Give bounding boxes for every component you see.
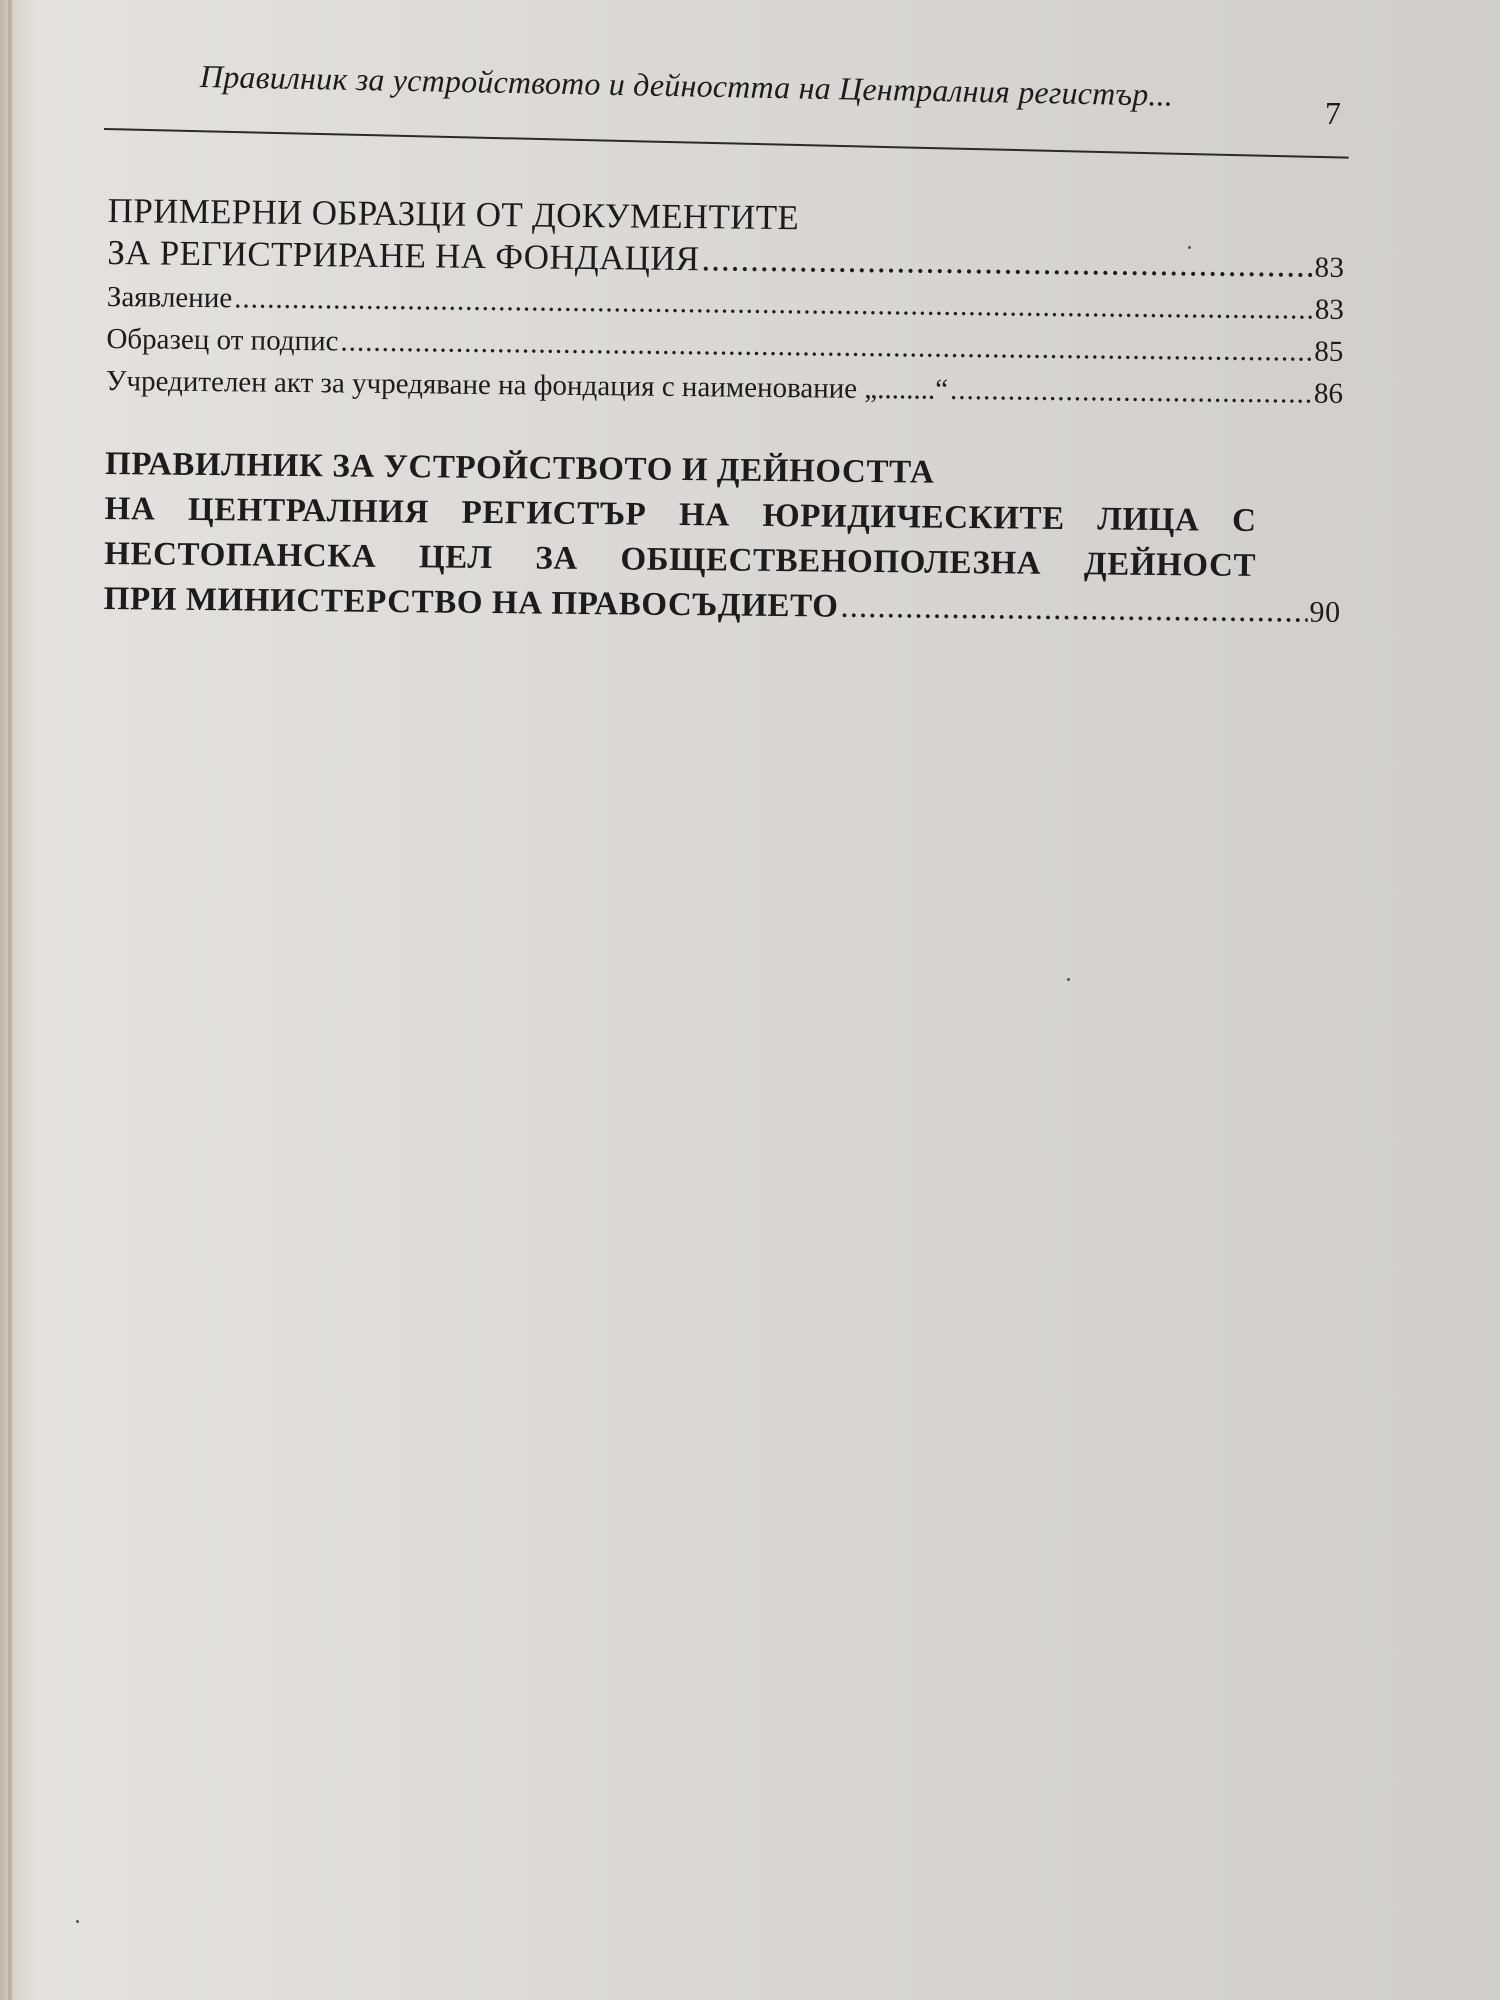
toc-page-number: 90: [1309, 595, 1341, 629]
title-word: ОБЩЕСТВЕНОПОЛЕЗНА: [620, 541, 1042, 582]
title-word: ЦЕЛ: [418, 539, 493, 577]
title-word: ЦЕНТРАЛНИЯ: [187, 491, 430, 531]
title-word: ЛИЦА: [1097, 501, 1200, 539]
toc-bold-section: [103, 442, 1342, 635]
paper-speck: [1067, 978, 1070, 981]
leader-dots: [840, 585, 1307, 635]
title-word: ДЕЙНОСТ: [1083, 546, 1257, 585]
paper-speck: [1188, 246, 1191, 249]
header-rule: [104, 128, 1349, 159]
toc-entry-label: Заявление: [106, 280, 233, 315]
page-number: 7: [1325, 95, 1341, 131]
title-word: ЗА: [535, 540, 578, 577]
title-word: С: [1231, 502, 1257, 540]
bold-title-line4: ПРИ МИНИСТЕРСТВО НА ПРАВОСЪДИЕТО: [103, 580, 839, 625]
title-word: НА: [678, 496, 730, 534]
leader-dots: [950, 369, 1312, 415]
title-word: НЕСТОПАНСКА: [103, 535, 377, 575]
toc-section-title-line1: ПРИМЕРНИ ОБРАЗЦИ ОТ ДОКУМЕНТИТЕ: [107, 190, 800, 238]
page-gutter-edge: [8, 0, 12, 2000]
toc-entries: [106, 276, 1344, 415]
paper-speck: [76, 1920, 79, 1923]
bold-title-line1: ПРАВИЛНИК ЗА УСТРОЙСТВОТО И ДЕЙНОСТТА: [104, 445, 935, 491]
toc-page-number: 83: [1314, 293, 1344, 326]
toc-page-number: 85: [1314, 335, 1344, 368]
leader-dots: [701, 238, 1313, 286]
title-word: РЕГИСТЪР: [461, 494, 647, 533]
toc-entry-label: Образец от подпис: [106, 322, 339, 358]
toc-entry-label: Учредителен акт за учредяване на фондация с наименование „........“: [105, 364, 949, 406]
toc-section-title: [107, 190, 1345, 289]
title-word: ЮРИДИЧЕСКИТЕ: [762, 497, 1065, 538]
table-of-contents: [103, 190, 1344, 635]
running-head-title: Правилник за устройството и дейността на Централния регистър...: [199, 58, 1174, 113]
toc-page-number: 86: [1313, 377, 1344, 410]
toc-section-title-line2: ЗА РЕГИСТРИРАНЕ НА ФОНДАЦИЯ: [107, 232, 700, 279]
toc-page-number: 83: [1314, 251, 1345, 284]
title-word: НА: [104, 490, 156, 528]
